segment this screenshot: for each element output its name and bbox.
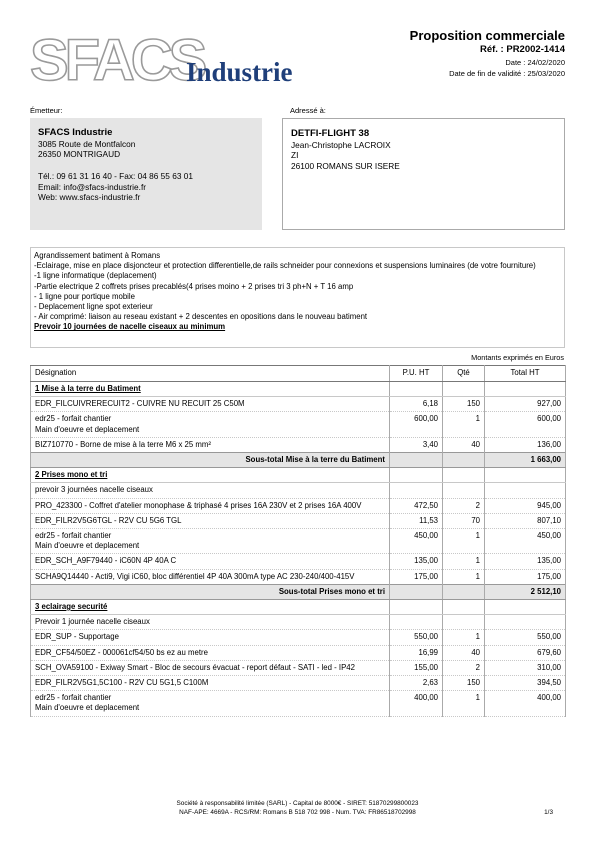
item-total: 927,00 [485, 397, 566, 412]
subtotal-amount: 1 663,00 [485, 453, 566, 468]
item-designation-detail: Main d'oeuvre et deplacement [35, 541, 140, 551]
table-row [31, 513, 566, 528]
table-header-row [31, 366, 566, 382]
note-blank [443, 483, 485, 498]
item-designation-detail: Main d'oeuvre et deplacement [35, 424, 140, 434]
item-unit-price: 2,63 [390, 676, 443, 691]
item-designation [31, 412, 390, 437]
item-designation-text: edr25 - forfait chantier [35, 531, 112, 541]
table-row [31, 660, 566, 675]
item-designation-text: EDR_SCH_A9F79440 - iC60N 4P 40A C [35, 556, 177, 566]
item-designation-text: EDR_FILCUIVRERECUIT2 - CUIVRE NU RECUIT 25 C50M [35, 399, 245, 409]
section-blank [390, 468, 443, 483]
item-unit-price: 175,00 [390, 569, 443, 584]
item-quantity: 1 [443, 569, 485, 584]
subtotal-label: Sous-total Prises mono et tri [31, 584, 390, 599]
section-blank [443, 600, 485, 615]
header-designation: Désignation [31, 366, 390, 382]
section-blank [485, 382, 566, 397]
page-number: 1/3 [544, 809, 553, 816]
section-title: 2 Prises mono et tri [31, 468, 390, 483]
logo-suffix: Industrie [186, 57, 293, 87]
section-heading-row [31, 600, 566, 615]
footer-legal-line2: NAF-APE: 4669A - RCS/RM: Romans B 518 702 998 - Num. TVA: FR86518702998 [179, 809, 416, 816]
item-total: 400,00 [485, 691, 566, 716]
item-designation-text: edr25 - forfait chantier [35, 693, 112, 703]
recipient-contact: Jean-Christophe LACROIX [291, 139, 391, 150]
note-blank [390, 615, 443, 630]
description-line: - Deplacement ligne spot exterieur [34, 302, 153, 312]
item-designation-text: PRO_423300 - Coffret d'atelier monophase & triphasé 4 prises 16A 230V et 2 prises 16A 400V [35, 500, 362, 510]
note-blank [485, 483, 566, 498]
description-line: -Eclairage, mise en place disjoncteur et protection differentielle,de rails schneider pour connexions et suspensions luminaires (de votre fourniture) [34, 261, 536, 271]
item-designation [31, 645, 390, 660]
item-unit-price: 400,00 [390, 691, 443, 716]
item-designation [31, 554, 390, 569]
item-total: 600,00 [485, 412, 566, 437]
item-total: 450,00 [485, 529, 566, 554]
project-description [30, 247, 565, 348]
item-designation-text: SCHA9Q14440 - Acti9, Vigi iC60, bloc différentiel 4P 40A 300mA type AC 230-240/400-415V [35, 571, 355, 581]
item-unit-price: 155,00 [390, 660, 443, 675]
section-blank [390, 600, 443, 615]
logo-brand: SFACS [30, 30, 204, 92]
footer-legal-line1: Société à responsabilité limitée (SARL) - Capital de 8000€ - SIRET: 51870299800023 [176, 800, 419, 807]
item-designation [31, 660, 390, 675]
description-line: - Air comprimé: liaison au reseau existant + 2 descentes en opositions dans le nouveau batiment [34, 312, 368, 322]
description-emphasis: Prevoir 10 journées de nacelle ciseaux au minimum [34, 322, 226, 332]
section-note: prevoir 3 journées nacelle ciseaux [31, 483, 390, 498]
subtotal-amount: 2 512,10 [485, 584, 566, 599]
section-heading-row [31, 468, 566, 483]
section-title: 3 eclairage securité [31, 600, 390, 615]
item-total: 310,00 [485, 660, 566, 675]
item-designation-detail: Main d'oeuvre et deplacement [35, 703, 140, 713]
item-unit-price: 550,00 [390, 630, 443, 645]
section-blank [443, 468, 485, 483]
description-line: -1 ligne informatique (deplacement) [34, 271, 157, 281]
item-total: 136,00 [485, 437, 566, 452]
validity-date: Date de fin de validité : 25/03/2020 [449, 69, 565, 78]
subtotal-blank [443, 584, 485, 599]
recipient-address-line2: 26100 ROMANS SUR ISERE [291, 160, 400, 171]
subtotal-row [31, 584, 566, 599]
item-designation-text: EDR_SUP - Supportage [35, 632, 119, 642]
issuer-phone: Tél.: 09 61 31 16 40 - Fax: 04 86 55 63 01 [38, 170, 193, 181]
table-row [31, 412, 566, 437]
item-designation [31, 676, 390, 691]
item-unit-price: 450,00 [390, 529, 443, 554]
item-quantity: 1 [443, 630, 485, 645]
section-blank [443, 382, 485, 397]
recipient-address-line1: ZI [291, 150, 299, 161]
item-designation-text: SCH_OVA59100 - Exiway Smart - Bloc de secours évacuat - report défaut - SATI - led - IP42 [35, 662, 355, 672]
item-designation [31, 397, 390, 412]
section-blank [390, 382, 443, 397]
item-unit-price: 3,40 [390, 437, 443, 452]
item-designation [31, 691, 390, 716]
items-table [30, 365, 566, 717]
item-designation [31, 630, 390, 645]
items-body [31, 382, 566, 717]
document-reference: Réf. : PR2002-1414 [479, 44, 565, 55]
table-row [31, 397, 566, 412]
item-quantity: 150 [443, 676, 485, 691]
table-row [31, 630, 566, 645]
header-unit-price: P.U. HT [390, 366, 443, 382]
issuer-address-line1: 3085 Route de Montfalcon [38, 138, 136, 149]
table-row [31, 529, 566, 554]
item-quantity: 40 [443, 645, 485, 660]
issuer-website: Web: www.sfacs-industrie.fr [38, 192, 141, 203]
section-blank [485, 468, 566, 483]
description-line: -Partie electrique 2 coffrets prises precablés(4 prises moino + 2 prises tri 3 ph+N + T 16 amp [34, 281, 354, 291]
document-title: Proposition commerciale [409, 28, 565, 43]
item-quantity: 40 [443, 437, 485, 452]
item-unit-price: 11,53 [390, 513, 443, 528]
header-total: Total HT [485, 366, 566, 382]
item-total: 679,60 [485, 645, 566, 660]
currency-note: Montants exprimés en Euros [471, 353, 564, 362]
header-quantity: Qté [443, 366, 485, 382]
company-logo [30, 30, 330, 92]
item-quantity: 2 [443, 498, 485, 513]
section-title: 1 Mise à la terre du Batiment [31, 382, 390, 397]
item-quantity: 1 [443, 554, 485, 569]
item-designation [31, 529, 390, 554]
table-row [31, 676, 566, 691]
subtotal-row [31, 453, 566, 468]
item-designation-text: EDR_CF54/50EZ - 000061cf54/50 bs ez au metre [35, 647, 208, 657]
subtotal-label: Sous-total Mise à la terre du Batiment [31, 453, 390, 468]
table-row [31, 691, 566, 716]
item-designation [31, 498, 390, 513]
item-designation-text: EDR_FILR2V5G6TGL - R2V CU 5G6 TGL [35, 515, 182, 525]
issuer-name: SFACS Industrie [38, 127, 113, 138]
note-blank [485, 615, 566, 630]
item-designation-text: BIZ710770 - Borne de mise à la terre M6 x 25 mm² [35, 439, 211, 449]
subtotal-blank [443, 453, 485, 468]
item-quantity: 70 [443, 513, 485, 528]
section-note: Prevoir 1 journée nacelle ciseaux [31, 615, 390, 630]
recipient-name: DETFI-FLIGHT 38 [291, 128, 370, 139]
item-total: 135,00 [485, 554, 566, 569]
item-quantity: 150 [443, 397, 485, 412]
recipient-label: Adressé à: [290, 106, 326, 115]
table-row [31, 498, 566, 513]
item-unit-price: 600,00 [390, 412, 443, 437]
description-line: - 1 ligne pour portique mobile [34, 291, 135, 301]
table-row [31, 569, 566, 584]
issuer-address-line2: 26350 MONTRIGAUD [38, 149, 121, 160]
item-unit-price: 6,18 [390, 397, 443, 412]
item-total: 807,10 [485, 513, 566, 528]
item-total: 945,00 [485, 498, 566, 513]
subtotal-blank [390, 584, 443, 599]
item-quantity: 1 [443, 412, 485, 437]
table-row [31, 554, 566, 569]
description-line: Agrandissement batiment à Romans [34, 251, 161, 260]
item-designation [31, 513, 390, 528]
item-quantity: 1 [443, 529, 485, 554]
note-blank [443, 615, 485, 630]
document-date: Date : 24/02/2020 [505, 58, 565, 67]
item-unit-price: 135,00 [390, 554, 443, 569]
item-unit-price: 472,50 [390, 498, 443, 513]
item-unit-price: 16,99 [390, 645, 443, 660]
section-blank [485, 600, 566, 615]
item-designation-text: EDR_FILR2V5G1,5C100 - R2V CU 5G1,5 C100M [35, 678, 209, 688]
recipient-block [282, 118, 565, 230]
item-designation [31, 569, 390, 584]
issuer-block [30, 118, 262, 230]
table-row [31, 645, 566, 660]
item-designation [31, 437, 390, 452]
item-designation-text: edr25 - forfait chantier [35, 414, 112, 424]
issuer-email: Email: info@sfacs-industrie.fr [38, 181, 147, 192]
subtotal-blank [390, 453, 443, 468]
item-total: 394,50 [485, 676, 566, 691]
item-quantity: 1 [443, 691, 485, 716]
issuer-label: Émetteur: [30, 106, 63, 115]
section-heading-row [31, 382, 566, 397]
item-quantity: 2 [443, 660, 485, 675]
note-row [31, 615, 566, 630]
table-row [31, 437, 566, 452]
note-row [31, 483, 566, 498]
item-total: 175,00 [485, 569, 566, 584]
note-blank [390, 483, 443, 498]
item-total: 550,00 [485, 630, 566, 645]
